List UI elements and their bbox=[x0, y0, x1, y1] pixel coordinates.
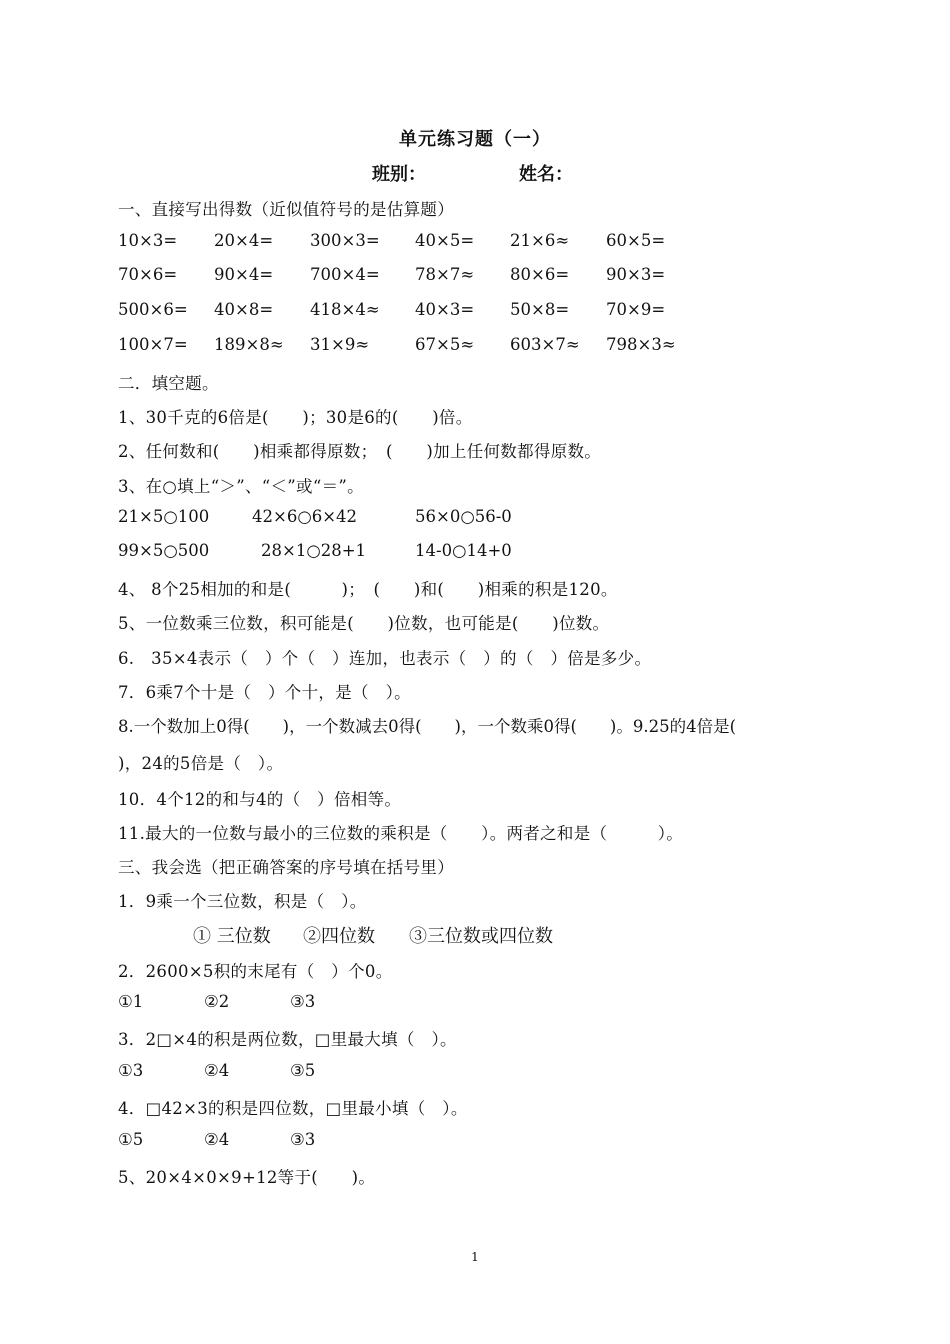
calc-item: 500×6= bbox=[118, 300, 188, 319]
compare-item: 14-0○14+0 bbox=[415, 541, 512, 560]
calc-item: 20×4= bbox=[214, 231, 274, 250]
choice-option: ③5 bbox=[290, 1061, 316, 1080]
fill-question-8: 8.一个数加上0得( )，一个数减去0得( )，一个数乘0得( )。9.25的4倍是( bbox=[118, 717, 737, 736]
calc-item: 603×7≈ bbox=[510, 335, 580, 354]
choice-option: ③3 bbox=[290, 1130, 316, 1149]
choice-question-2: 2．2600×5积的末尾有（ ）个0。 bbox=[118, 962, 393, 981]
compare-item: 42×6○6×42 bbox=[252, 507, 358, 526]
choice-question-1: 1．9乘一个三位数，积是（ ）。 bbox=[118, 892, 367, 911]
calc-item: 67×5≈ bbox=[415, 335, 475, 354]
choice-option: ②2 bbox=[204, 992, 230, 1011]
compare-item: 56×0○56-0 bbox=[415, 507, 512, 526]
fill-question-6: 6. 35×4表示（ ）个（ ）连加，也表示（ ）的（ ）倍是多少。 bbox=[118, 649, 652, 668]
choice-question-3: 3．2□×4的积是两位数，□里最大填（ ）。 bbox=[118, 1030, 457, 1049]
calc-item: 189×8≈ bbox=[214, 335, 284, 354]
calc-item: 31×9≈ bbox=[310, 335, 370, 354]
calc-item: 40×3= bbox=[415, 300, 475, 319]
calc-item: 70×9= bbox=[606, 300, 666, 319]
choice-option: ②4 bbox=[204, 1130, 230, 1149]
section-3-heading: 三、我会选（把正确答案的序号填在括号里） bbox=[118, 858, 454, 877]
calc-item: 60×5= bbox=[606, 231, 666, 250]
calc-item: 798×3≈ bbox=[606, 335, 676, 354]
name-label: 姓名： bbox=[519, 164, 573, 185]
fill-question-10: 10．4个12的和与4的（ ）倍相等。 bbox=[118, 790, 402, 809]
fill-question-7: 7．6乘7个十是（ ）个十，是（ ）。 bbox=[118, 683, 411, 702]
calc-item: 70×6= bbox=[118, 265, 178, 284]
page-title: 单元练习题（一） bbox=[399, 129, 551, 150]
choice-option: ①5 bbox=[118, 1130, 144, 1149]
calc-item: 90×4= bbox=[214, 265, 274, 284]
calc-item: 90×3= bbox=[606, 265, 666, 284]
student-info-line bbox=[372, 160, 573, 186]
calc-item: 21×6≈ bbox=[510, 231, 570, 250]
fill-question-2: 2、任何数和( )相乘都得原数； ( )加上任何数都得原数。 bbox=[118, 442, 602, 461]
choice-option: ①3 bbox=[118, 1061, 144, 1080]
choice-question-4: 4．□42×3的积是四位数，□里最小填（ ）。 bbox=[118, 1099, 468, 1118]
choice-option: ①1 bbox=[118, 992, 144, 1011]
fill-question-4: 4、 8个25相加的和是( )； ( )和( )相乘的积是120。 bbox=[118, 580, 618, 599]
choice-option: ②4 bbox=[204, 1061, 230, 1080]
choice-option: ③三位数或四位数 bbox=[409, 926, 553, 947]
section-1-heading: 一、直接写出得数（近似值符号的是估算题） bbox=[118, 200, 454, 219]
choice-option: ① 三位数 bbox=[193, 926, 271, 947]
compare-item: 99×5○500 bbox=[118, 541, 210, 560]
calc-item: 418×4≈ bbox=[310, 300, 380, 319]
section-2-heading: 二．填空题。 bbox=[118, 374, 219, 393]
calc-item: 40×8= bbox=[214, 300, 274, 319]
compare-item: 21×5○100 bbox=[118, 507, 210, 526]
fill-question-11: 11.最大的一位数与最小的三位数的乘积是（ ）。两者之和是（ ）。 bbox=[118, 824, 684, 843]
calc-item: 700×4= bbox=[310, 265, 380, 284]
calc-item: 40×5= bbox=[415, 231, 475, 250]
choice-question-5: 5、20×4×0×9+12等于( )。 bbox=[118, 1168, 376, 1187]
class-label: 班别： bbox=[372, 164, 426, 185]
calc-item: 78×7≈ bbox=[415, 265, 475, 284]
page-number: 1 bbox=[471, 1250, 479, 1264]
compare-item: 28×1○28+1 bbox=[261, 541, 367, 560]
fill-question-1: 1、30千克的6倍是( )；30是6的( )倍。 bbox=[118, 408, 473, 427]
choice-option: ③3 bbox=[290, 992, 316, 1011]
choice-option: ②四位数 bbox=[303, 926, 375, 947]
fill-question-5: 5、一位数乘三位数，积可能是( )位数，也可能是( )位数。 bbox=[118, 614, 610, 633]
fill-question-3: 3、在○填上“＞”、“＜”或“＝”。 bbox=[118, 477, 364, 496]
calc-item: 100×7= bbox=[118, 335, 188, 354]
calc-item: 50×8= bbox=[510, 300, 570, 319]
fill-question-9-continued: )，24的5倍是（ ）。 bbox=[118, 754, 284, 773]
calc-item: 80×6= bbox=[510, 265, 570, 284]
calc-item: 300×3= bbox=[310, 231, 380, 250]
calc-item: 10×3= bbox=[118, 231, 178, 250]
